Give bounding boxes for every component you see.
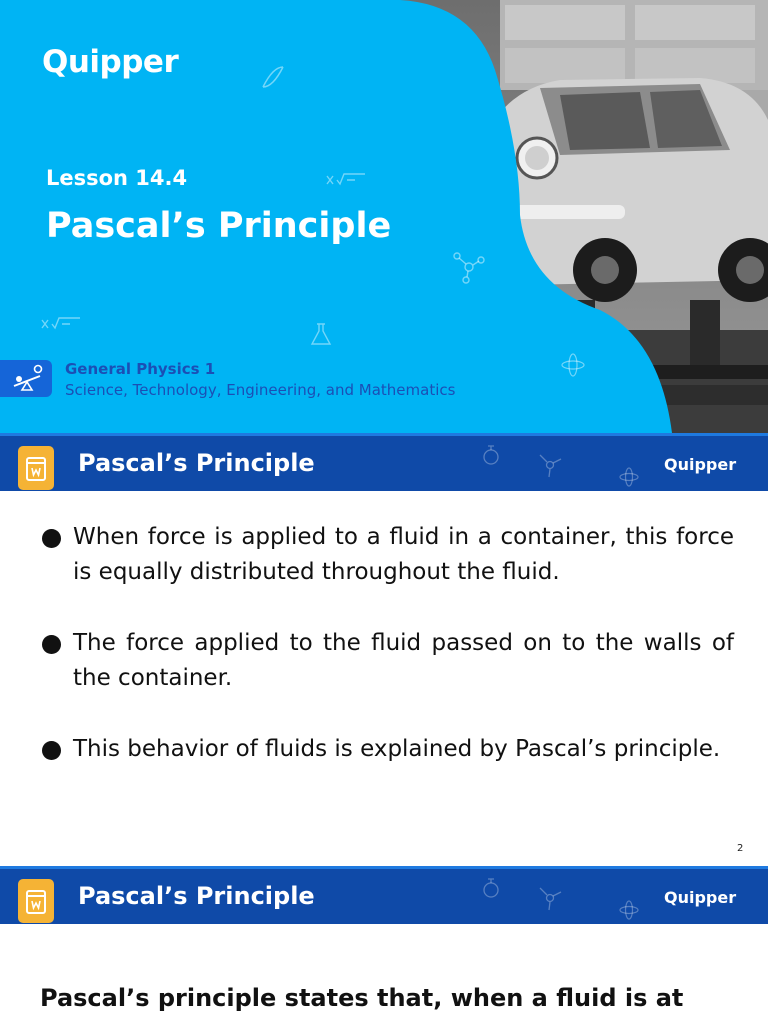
book-icon — [18, 879, 54, 923]
seesaw-icon — [0, 360, 52, 397]
atom-doodle-icon — [560, 352, 586, 378]
title-slide — [0, 0, 768, 433]
header-title: Pascal’s Principle — [78, 449, 315, 477]
subject-name: General Physics 1 — [65, 360, 216, 378]
list-item — [42, 626, 734, 696]
formula-doodle-icon-2 — [40, 316, 84, 332]
bullet-list — [42, 520, 734, 803]
page-number: 2 — [737, 843, 744, 854]
bullet-text: When force is applied to a fluid in a container, this force is equally distributed throughout the fluid. — [73, 524, 734, 585]
molecule-doodle-icon — [535, 450, 565, 480]
quipper-logo: Quipper — [42, 44, 179, 80]
book-icon — [18, 446, 54, 490]
molecule-doodle-icon — [535, 883, 565, 913]
flask-doodle-icon — [480, 877, 502, 899]
lesson-title: Pascal’s Principle — [46, 206, 392, 246]
bullet-dot-icon — [42, 529, 61, 548]
dna-doodle-icon — [258, 62, 288, 92]
list-item — [42, 732, 734, 767]
formula-doodle-icon — [325, 172, 369, 188]
definition-text: Pascal’s principle states that, when a fluid is at — [40, 984, 684, 1012]
bullet-dot-icon — [42, 635, 61, 654]
slide-header — [0, 433, 768, 491]
quipper-logo: Quipper — [664, 888, 737, 907]
bullet-dot-icon — [42, 741, 61, 760]
lesson-number: Lesson 14.4 — [46, 166, 188, 190]
atom-doodle-icon — [618, 899, 640, 921]
flask-doodle-icon — [308, 322, 334, 348]
molecule-doodle-icon — [452, 250, 486, 284]
slide-header-2 — [0, 866, 768, 924]
subject-strand: Science, Technology, Engineering, and Mathematics — [65, 381, 456, 399]
header-title: Pascal’s Principle — [78, 882, 315, 910]
list-item — [42, 520, 734, 590]
bullet-text: This behavior of fluids is explained by Pascal’s principle. — [73, 736, 721, 762]
atom-doodle-icon — [618, 466, 640, 488]
bullet-text: The force applied to the fluid passed on to the walls of the container. — [73, 630, 734, 691]
quipper-logo: Quipper — [664, 455, 737, 474]
flask-doodle-icon — [480, 444, 502, 466]
